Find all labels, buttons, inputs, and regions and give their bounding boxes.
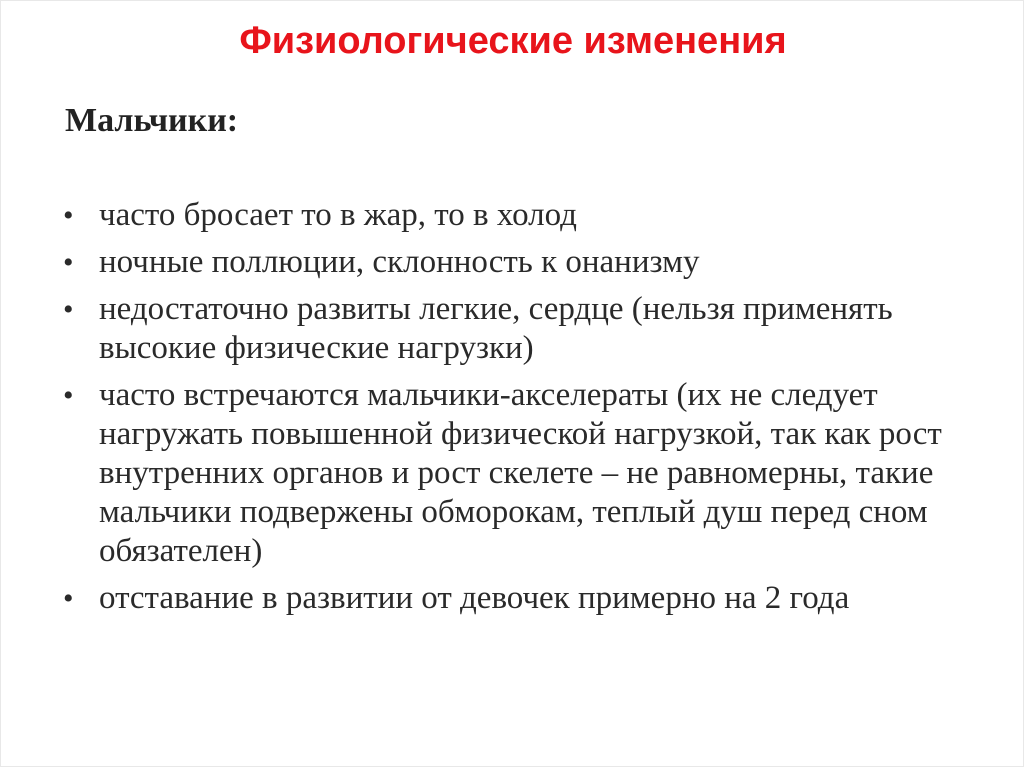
bullet-dot-icon: • (63, 293, 74, 326)
bullet-item-3 (63, 290, 963, 368)
bullet-item-2 (63, 243, 963, 282)
section-heading-boys: Мальчики: (65, 102, 239, 139)
bullet-dot-icon: • (63, 246, 74, 279)
bullet-item-1 (63, 196, 963, 235)
bullet-text: часто встречаются мальчики-акселераты (их не следует нагружать повышенной физической нагрузкой, так как рост внутренних органов и рост скелете – не равномерны, такие мальчики подвержены обморокам, теплый душ перед сном обязателен) (99, 377, 942, 569)
bullet-list (63, 196, 963, 626)
bullet-dot-icon: • (63, 379, 74, 412)
bullet-item-4 (63, 376, 963, 571)
bullet-dot-icon: • (63, 582, 74, 615)
bullet-text: недостаточно развиты легкие, сердце (нельзя применять высокие физические нагрузки) (99, 291, 893, 366)
bullet-text: часто бросает то в жар, то в холод (99, 197, 577, 233)
bullet-text: ночные поллюции, склонность к онанизму (99, 244, 700, 280)
bullet-item-5 (63, 579, 963, 618)
bullet-text: отставание в развитии от девочек примерно на 2 года (99, 580, 850, 616)
slide-title: Физиологические изменения (239, 20, 787, 62)
bullet-dot-icon: • (63, 199, 74, 232)
